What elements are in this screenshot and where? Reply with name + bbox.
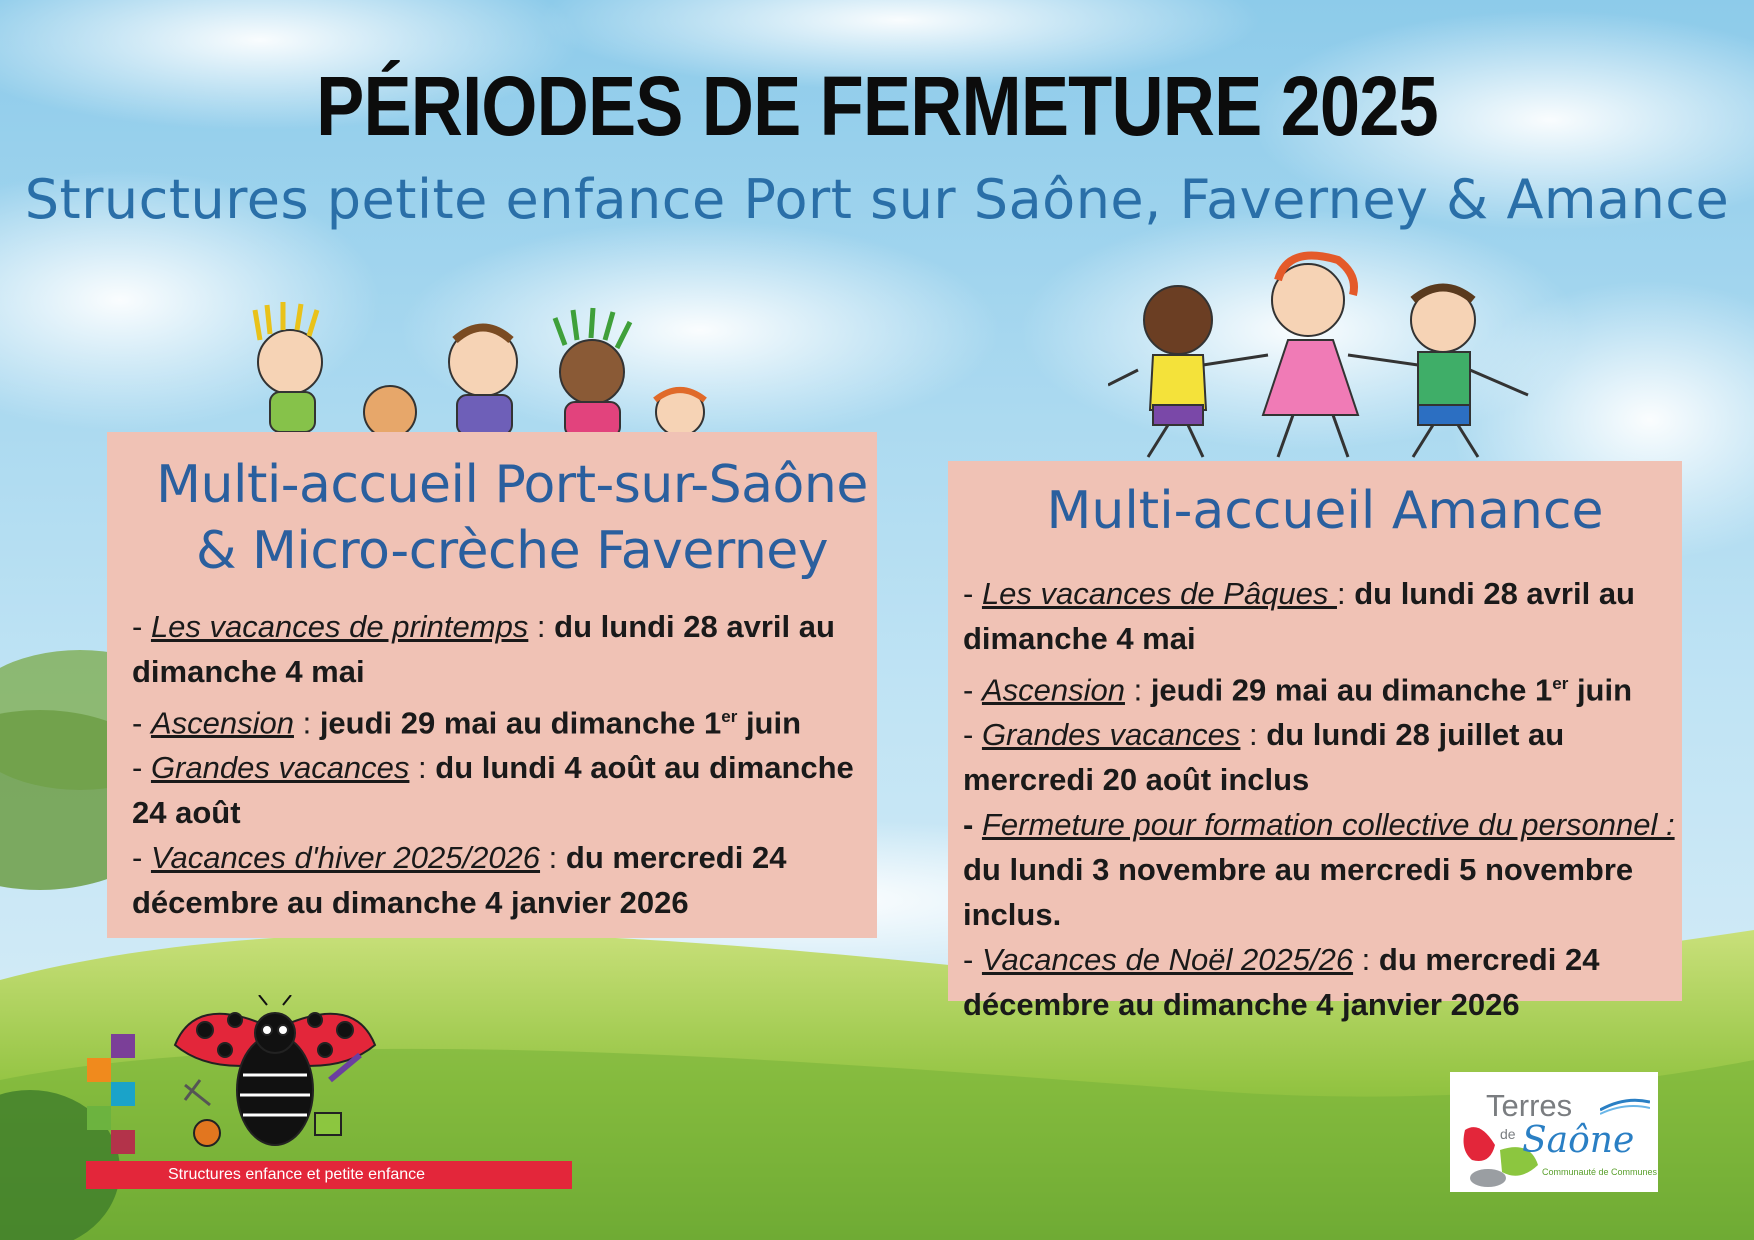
period-label: Vacances de Noël 2025/26 [981, 942, 1354, 978]
list-item: - Les vacances de printemps : du lundi 28 avril au dimanche 4 mai [132, 609, 835, 689]
panel-heading [107, 432, 877, 584]
period-dates: du mercredi 24 décembre au dimanche 4 janvier 2026 [963, 942, 1600, 1023]
period-dates: du lundi 28 juillet au mercredi 20 août inclus [963, 717, 1565, 798]
period-label: Les vacances de printemps [150, 609, 529, 644]
period-dates: du lundi 3 novembre au mercredi 5 novembre inclus. [963, 852, 1634, 933]
period-dates: du lundi 28 avril au dimanche 4 mai [963, 576, 1635, 656]
period-dates-end: juin [1568, 672, 1633, 708]
terres-de-saone-logo [1450, 1072, 1658, 1192]
period-label: Les vacances de Pâques [981, 576, 1337, 611]
panel-heading-line2: & Micro-crèche Faverney [195, 521, 829, 581]
period-dates: jeudi 29 mai au dimanche 1 [1150, 672, 1553, 708]
period-label: Ascension [981, 672, 1125, 708]
page-subtitle: Structures petite enfance Port sur Saône, Faverney & Amance [24, 168, 1730, 231]
wave-icon [1600, 1096, 1650, 1116]
period-dates: jeudi 29 mai au dimanche 1 [319, 705, 722, 741]
period-dates: du lundi 4 août au dimanche 24 août [132, 750, 854, 831]
closure-list [963, 571, 1675, 1027]
period-label: Fermeture pour formation collective du personnel : [981, 807, 1675, 843]
list-item: - Les vacances de Pâques : du lundi 28 avril au dimanche 4 mai [963, 576, 1635, 656]
list-item: - Vacances de Noël 2025/26 : du mercredi 24 décembre au dimanche 4 janvier 2026 [963, 942, 1600, 1023]
children-group-icon [235, 300, 755, 440]
period-label: Ascension [150, 705, 294, 741]
panel-amance [948, 461, 1682, 1023]
logo-terres: Terres [1486, 1088, 1573, 1123]
period-dates: du lundi 28 avril au dimanche 4 mai [132, 609, 835, 689]
panel-port-sur-saone [107, 432, 877, 938]
page-title: PÉRIODES DE FERMETURE 2025 [316, 59, 1438, 153]
footer-bar: Structures enfance et petite enfance [86, 1161, 572, 1189]
panel-heading: Multi-accueil Amance [1046, 481, 1604, 541]
closure-list [132, 604, 872, 925]
period-label: Grandes vacances [150, 750, 410, 786]
children-holding-hands-icon [1108, 245, 1558, 460]
ordinal-suffix: er [721, 707, 738, 726]
panel-heading-line1: Multi-accueil Port-sur-Saône [156, 455, 868, 515]
list-item: - Vacances d'hiver 2025/2026 : du mercredi 24 décembre au dimanche 4 janvier 2026 [132, 840, 787, 921]
logo-tagline: Communauté de Communes [1542, 1167, 1658, 1177]
list-item: - Grandes vacances : du lundi 28 juillet au mercredi 20 août inclus [963, 717, 1565, 798]
ladybug-icon [155, 995, 395, 1155]
list-item: - Fermeture pour formation collective du personnel : du lundi 3 novembre au mercredi 5 novembre inclus. [963, 807, 1675, 933]
list-item: - Ascension : jeudi 29 mai au dimanche 1er juin [132, 705, 802, 741]
list-item: - Ascension : jeudi 29 mai au dimanche 1er juin [963, 672, 1633, 708]
period-dates-end: juin [737, 705, 802, 741]
period-dates: du mercredi 24 décembre au dimanche 4 janvier 2026 [132, 840, 787, 921]
logo-de: de [1500, 1126, 1516, 1142]
period-label: Grandes vacances [981, 717, 1241, 753]
period-label: Vacances d'hiver 2025/2026 [150, 840, 541, 876]
ordinal-suffix: er [1552, 674, 1569, 693]
list-item: - Grandes vacances : du lundi 4 août au dimanche 24 août [132, 750, 854, 831]
logo-saone: Saône [1522, 1120, 1635, 1161]
